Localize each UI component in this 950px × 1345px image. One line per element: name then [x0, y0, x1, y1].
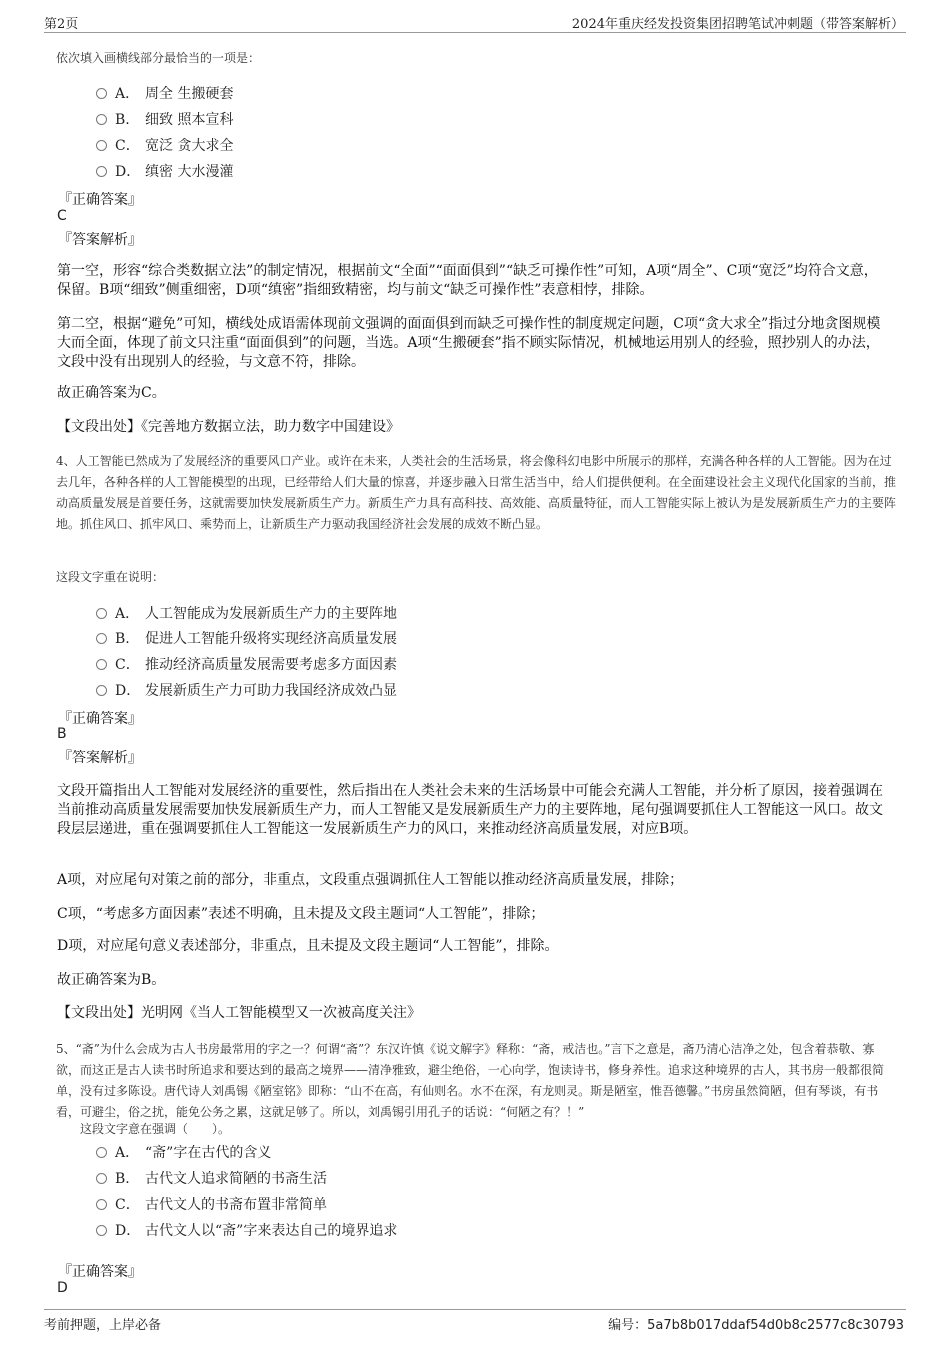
q5-prompt: 这段文字意在强调（ ）。 — [80, 1122, 231, 1136]
q3-analysis-paragraph-1: 第一空，形容“综合类数据立法”的制定情况，根据前文“全面”“面面俱到”“缺乏可操作性”可知，A项“周全”、C项“宽泛”均符合文意，保留。B项“细致”侧重细密，D项“缜密”指细致精密，均与前文“缺乏可操作性”表意相悖，排除。 — [57, 263, 878, 298]
document-title: 2024年重庆经发投资集团招聘笔试冲刺题（带答案解析） — [571, 17, 904, 32]
radio-icon[interactable] — [96, 1173, 107, 1184]
q5-option-d[interactable]: D． 古代文人以“斋”字来表达自己的境界追求 — [96, 1220, 397, 1240]
radio-icon[interactable] — [96, 685, 107, 696]
radio-icon[interactable] — [96, 166, 107, 177]
q4-conclusion: 故正确答案为B。 — [57, 972, 166, 988]
header-divider — [44, 32, 906, 33]
radio-icon[interactable] — [96, 140, 107, 151]
radio-icon[interactable] — [96, 608, 107, 619]
q5-stem: 5、“斋”为什么会成为古人书房最常用的字之一？何谓“斋”？东汉许慎《说文解字》释称：“斋，戒洁也。”言下之意是，斋乃清心洁净之处，包含着恭敬、寡欲，而这正是古人读书时所追求和要达到的最高之境界——清净雅致，避尘绝俗，一心向学，饱读诗书，修身养性。追求这种境界的古人，其书房一般都很简单，没有过多陈设。唐代诗人刘禹锡《陋室铭》即称：“山不在高，有仙则名。水不在深，有龙则灵。斯是陋室，惟吾德馨。”书房虽然简陋，但有琴谈，有书看，可避尘，俗之扰，能免公务之累，这就足够了。所以，刘禹锡引用孔子的话说：“何陋之有？！” — [56, 1042, 885, 1119]
q4-stem: 4、人工智能已然成为了发展经济的重要风口产业。或许在未来，人类社会的生活场景，将会像科幻电影中所展示的那样，充满各种各样的人工智能。因为在过去几年，各种各样的人工智能模型的出现，已经带给人们大量的惊喜，并逐步融入日常生活当中，给人们提供便利。在全面建设社会主义现代化国家的当前，推动高质量发展是首要任务，这就需要加快发展新质生产力。新质生产力具有高科技、高效能、高质量特征，而人工智能实际上被认为是发展新质生产力的主要阵地。抓住风口、抓牢风口、乘势而上，让新质生产力驱动我国经济社会发展的成效不断凸显。 — [56, 454, 897, 531]
q5-option-c[interactable]: C． 古代文人的书斋布置非常简单 — [96, 1194, 327, 1214]
footer-code — [608, 1314, 904, 1333]
footer-code-value: 5a7b8b017ddaf54d0b8c2577c8c30793 — [647, 1318, 904, 1333]
page-header — [0, 0, 950, 34]
q3-option-a[interactable]: A． 周全 生搬硬套 — [96, 83, 233, 103]
q4-option-a[interactable]: A． 人工智能成为发展新质生产力的主要阵地 — [96, 603, 397, 623]
q5-answer-label: 『正确答案』 — [58, 1264, 142, 1280]
q3-option-d[interactable]: D． 缜密 大水漫灌 — [96, 161, 233, 181]
radio-icon[interactable] — [96, 1147, 107, 1158]
q4-answer: B — [57, 726, 67, 742]
q4-option-b[interactable]: B. 促进人工智能升级将实现经济高质量发展 — [96, 628, 397, 648]
page-number: 第2页 — [44, 17, 79, 32]
radio-icon[interactable] — [96, 633, 107, 644]
q3-conclusion: 故正确答案为C。 — [57, 385, 166, 401]
q4-answer-label: 『正确答案』 — [58, 711, 142, 727]
q4-analysis-label: 『答案解析』 — [58, 750, 142, 766]
q4-option-d[interactable]: D． 发展新质生产力可助力我国经济成效凸显 — [96, 680, 397, 700]
radio-icon[interactable] — [96, 1225, 107, 1236]
radio-icon[interactable] — [96, 659, 107, 670]
q4-source: 【文段出处】光明网《当人工智能模型又一次被高度关注》 — [57, 1005, 421, 1021]
q4-prompt: 这段文字重在说明： — [56, 570, 165, 584]
q5-answer: D — [57, 1280, 68, 1296]
radio-icon[interactable] — [96, 1199, 107, 1210]
q5-option-b[interactable]: B. 古代文人追求简陋的书斋生活 — [96, 1168, 327, 1188]
q3-analysis-paragraph-2: 第二空，根据“避免”可知，横线处成语需体现前文强调的面面俱到而缺乏可操作性的制度规定问题，C项“贪大求全”指过分地贪图规模大而全面，体现了前文只注重“面面俱到”的问题，当选。A项“生搬硬套”指不顾实际情况，机械地运用别人的经验，照抄别人的办法，文段中没有出现别人的经验，与文意不符，排除。 — [57, 316, 881, 370]
footer-slogan: 考前押题，上岸必备 — [44, 1318, 162, 1333]
q4-analysis-option-c: C项，“考虑多方面因素”表述不明确，且未提及文段主题词“人工智能”，排除； — [57, 906, 545, 922]
q4-analysis-option-d: D项，对应尾句意义表述部分，非重点，且未提及文段主题词“人工智能”，排除。 — [57, 938, 559, 954]
q4-analysis-paragraph-1: 文段开篇指出人工智能对发展经济的重要性，然后指出在人类社会未来的生活场景中可能会充满人工智能，并分析了原因，接着强调在当前推动高质量发展需要加快发展新质生产力，而人工智能又是发展新质生产力的主要阵地，尾句强调要抓住人工智能这一风口。故文段层层递进，重在强调要抓住人工智能这一发展新质生产力的风口，来推动经济高质量发展，对应B项。 — [57, 783, 883, 837]
radio-icon[interactable] — [96, 88, 107, 99]
q4-analysis-option-a: A项，对应尾句对策之前的部分，非重点，文段重点强调抓住人工智能以推动经济高质量发展，排除； — [57, 872, 684, 888]
q3-source: 【文段出处】《完善地方数据立法，助力数字中国建设》 — [57, 419, 400, 435]
q3-stem-tail: 依次填入画横线部分最恰当的一项是： — [56, 51, 261, 65]
footer-divider — [44, 1309, 906, 1310]
q3-option-c[interactable]: C． 宽泛 贪大求全 — [96, 135, 233, 155]
q5-option-a[interactable]: A． “斋”字在古代的含义 — [96, 1142, 271, 1162]
q3-answer: C — [57, 208, 67, 224]
q3-analysis-label: 『答案解析』 — [58, 232, 142, 248]
q3-option-b[interactable]: B. 细致 照本宣科 — [96, 109, 233, 129]
q3-answer-label: 『正确答案』 — [58, 192, 142, 208]
footer-code-label: 编号： — [608, 1318, 648, 1333]
radio-icon[interactable] — [96, 114, 107, 125]
q4-option-c[interactable]: C． 推动经济高质量发展需要考虑多方面因素 — [96, 654, 397, 674]
